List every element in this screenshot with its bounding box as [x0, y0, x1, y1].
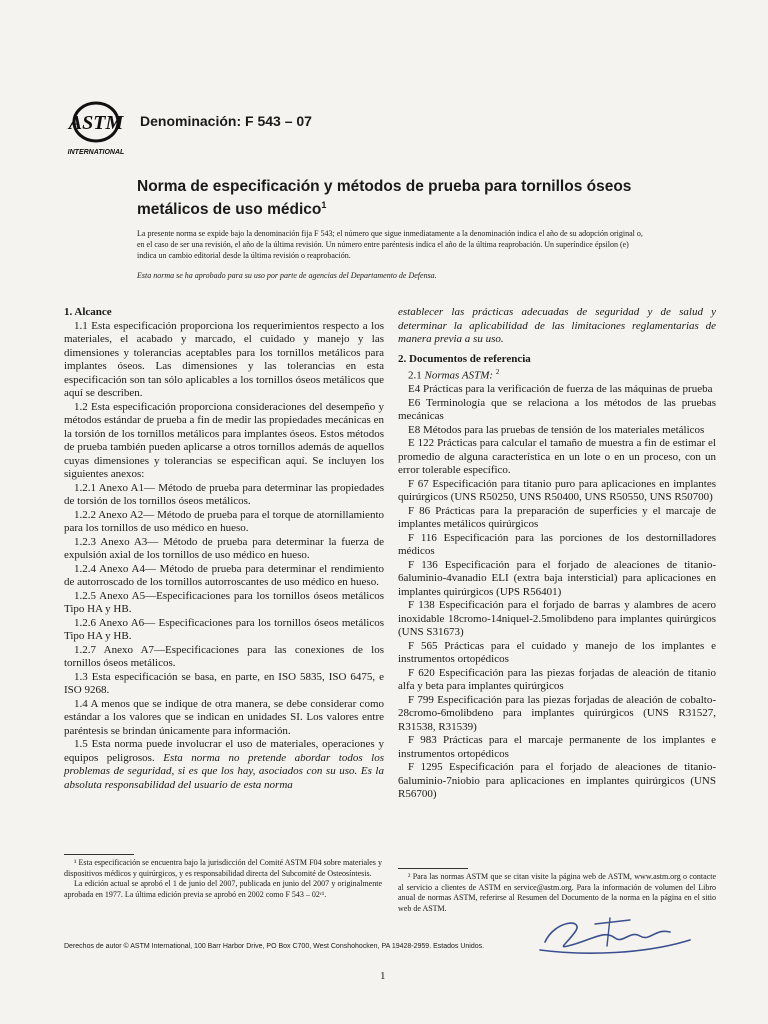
- left-column: [64, 306, 384, 792]
- reference-list: [398, 383, 716, 802]
- svg-text:ASTM: ASTM: [68, 112, 124, 134]
- svg-text:INTERNATIONAL: INTERNATIONAL: [67, 149, 125, 156]
- reference-item: E8 Métodos para las pruebas de tensión de los materiales metálicos: [408, 423, 705, 436]
- astm-logo-icon: [62, 100, 130, 156]
- page-number: 1: [380, 970, 386, 982]
- reference-item: F 136 Especificación para el forjado de aleaciones de titanio-6aluminio-4vanadio ELI (extra baja intersticial) para aplicaciones en implantes quirúrgicos (UPS R56401): [398, 558, 716, 598]
- reference-item: F 799 Especificación para las piezas forjadas de aleación de cobalto-28cromo-6molibdeno para implantes quirúrgicos (UNS R31527, R31538, R31539): [398, 693, 716, 733]
- approval-note: Esta norma se ha aprobado para su uso por parte de agencias del Departamento de Defensa.: [137, 271, 437, 280]
- reference-item: F 983 Prácticas para el marcaje permanente de los implantes e instrumentos ortopédicos: [398, 734, 716, 760]
- intro-note: La presente norma se expide bajo la denominación fija F 543; el número que sigue inmediatamente a la denominación indica el año de su adopción original o, en el caso de ser una revisión, el año de la última revisión. Un número entre paréntesis indica el año de la última reaprobación. Un superíndice épsilon (e) indica un cambio editorial desde la última revisión o reaprobación.: [137, 229, 643, 260]
- designation: Denominación: F 543 – 07: [140, 113, 312, 129]
- footnote-2: ² Para las normas ASTM que se citan visite la página web de ASTM, www.astm.org o contacte al servicio a clientes de ASTM en service@astm.org. Para la información de volumen del Libro anual de normas ASTM, referirse al Resumen del Documento de la norma en la página en el sitio web de ASTM.: [398, 872, 716, 913]
- reference-item: F 1295 Especificación para el forjado de aleaciones de titanio-6aluminio-7niobio para aplicaciones en implantes quirúrgicos (UNS R56700): [398, 761, 716, 801]
- paragraph: 1.2 Esta especificación proporciona consideraciones del desempeño y métodos estándar de prueba a fin de medir las propiedades mecánicas en la torsión de los tornillos metálicos para implantes óseos. Estos métodos de prueba también pueden aplicarse a otros tornillos además de aquellos cuyas dimensiones y tolerancias se especifican aquí. Se incluyen los siguientes anexos:: [64, 400, 384, 480]
- annex-item: 1.2.3 Anexo A3— Método de prueba para determinar la fuerza de expulsión axial de los tornillos de uso médico en hueso.: [64, 535, 384, 561]
- footnote-rule: [398, 868, 468, 869]
- reference-item: E6 Terminología que se relaciona a los métodos de las pruebas mecánicas: [398, 396, 716, 423]
- footnote-left: [64, 854, 382, 900]
- paragraph: 1.4 A menos que se indique de otra manera, se debe considerar como estándar a los valores que se indican en unidades SI. Los valores entre paréntesis se brindan únicamente para información.: [64, 697, 384, 737]
- reference-item: F 116 Especificación para las porciones de los destornilladores médicos: [398, 531, 716, 558]
- annex-item: 1.2.7 Anexo A7—Especificaciones para las conexiones de los tornillos óseos metálicos.: [64, 643, 384, 669]
- annex-item: 1.2.1 Anexo A1— Método de prueba para determinar las propiedades de torsión de los tornillos óseos metálicos.: [64, 481, 384, 507]
- footnote-rule: [64, 854, 134, 855]
- section-heading: 2. Documentos de referencia: [398, 352, 531, 365]
- footnote-right: [398, 868, 716, 914]
- reference-item: F 620 Especificación para las piezas forjadas de aleación de titanio alfa y beta para implantes quirúrgicos: [398, 666, 716, 693]
- copyright-notice: Derechos de autor © ASTM International, 100 Barr Harbor Drive, PO Box C700, West Conshohocken, PA 19428-2959. Estados Unidos.: [64, 943, 485, 950]
- reference-item: E4 Prácticas para la verificación de fuerza de las máquinas de prueba: [408, 383, 713, 396]
- annex-item: 1.2.5 Anexo A5—Especificaciones para los tornillos óseos metálicos Tipo HA y HB.: [64, 589, 384, 615]
- footnote-1: ¹ Esta especificación se encuentra bajo la jurisdicción del Comité ASTM F04 sobre materiales y dispositivos médicos y quirúrgicos, y es responsabilidad directa del Subcomité de Osteosíntesis.: [64, 858, 382, 878]
- section-heading: 1. Alcance: [64, 306, 112, 318]
- annex-item: 1.2.6 Anexo A6— Especificaciones para los tornillos óseos metálicos Tipo HA y HB.: [64, 616, 384, 642]
- paragraph: 1.3 Esta especificación se basa, en parte, en ISO 5835, ISO 6475, e ISO 9268.: [64, 670, 384, 696]
- reference-item: F 138 Especificación para el forjado de barras y alambres de acero inoxidable 18cromo-14niquel-2.5molibdeno para implantes quirúrgicos (UNS S31673): [398, 599, 716, 639]
- annex-item: 1.2.2 Anexo A2— Método de prueba para el torque de atornillamiento para los tornillos de uso médico en hueso.: [64, 508, 384, 534]
- paragraph: 2.1 Normas ASTM: $^2$: [408, 368, 500, 382]
- reference-item: F 86 Prácticas para la preparación de superficies y el marcaje de implantes metálicos quirúrgicos: [398, 504, 716, 531]
- footnote-1-edition: La edición actual se aprobó el 1 de junio del 2007, publicada en junio del 2007 y originalmente aprobada en 1977. La última edición previa se aprobó en 2002 como F 543 – 02ᵋ¹.: [64, 879, 382, 899]
- paragraph-continuation: establecer las prácticas adecuadas de seguridad y de salud y determinar la aplicabilidad de las limitaciones reglamentarias de manera previa a su uso.: [398, 306, 716, 345]
- right-column: [398, 306, 716, 802]
- reference-item: E 122 Prácticas para calcular el tamaño de muestra a fin de estimar el promedio de alguna característica en un lote o en un proceso, con un error tolerable específico.: [398, 437, 716, 477]
- paragraph: 1.5 Esta norma puede involucrar el uso de materiales, operaciones y equipos peligrosos. Esta norma no pretende abordar todos los problemas de seguridad, si es que los hay, asociados con su uso. Es la absoluta responsabilidad del usuario de esta norma: [64, 738, 384, 791]
- annex-item: 1.2.4 Anexo A4— Método de prueba para determinar el rendimiento de autorroscado de los tornillos autorroscantes de uso médico en hueso.: [64, 562, 384, 588]
- reference-item: F 565 Prácticas para el cuidado y manejo de los implantes e instrumentos ortopédicos: [398, 639, 716, 666]
- signature-icon: [535, 910, 695, 960]
- page-title: Norma de especificación y métodos de prueba para tornillos óseos metálicos de uso médico$^1$: [137, 178, 632, 219]
- reference-item: F 67 Especificación para titanio puro para aplicaciones en implantes quirúrgicos (UNS R50250, UNS R50400, UNS R50550, UNS R50700): [398, 477, 716, 504]
- paragraph: 1.1 Esta especificación proporciona los requerimientos respecto a los materiales, el acabado y marcado, el cuidado y manejo y las dimensiones y tolerancias aceptables para los tornillos metálicos para implantes óseos. Las dimensiones y las tolerancias en esta especificación son tan sólo aplicables a los tornillos óseos metálicos que aquí se describen.: [64, 319, 384, 399]
